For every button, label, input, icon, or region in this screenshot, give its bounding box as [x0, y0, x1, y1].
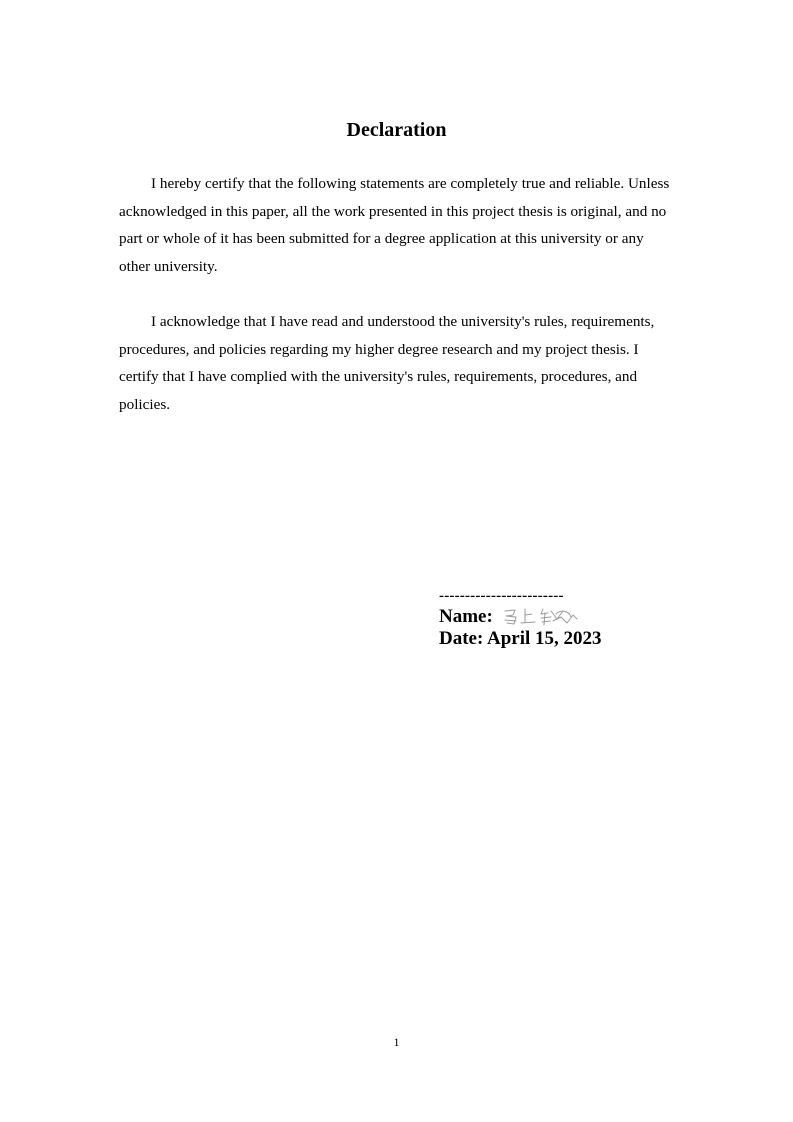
name-label: Name:	[439, 606, 493, 627]
name-row	[439, 606, 739, 628]
paragraph-text: I acknowledge that I have read and understood the university's rules, requirements, procedures, and policies regarding my higher degree research and my project thesis. I certify that I have complied with the university's rules, requirements, procedures, and policies.	[119, 313, 655, 414]
signature-block	[439, 586, 739, 650]
paragraph-text: I hereby certify that the following statements are completely true and reliable. Unless acknowledged in this paper, all the work presented in this project thesis is original, and no part or whole of it has been submitted for a degree application at this university or any other university.	[119, 175, 670, 276]
declaration-paragraph-2	[119, 308, 674, 419]
handwritten-signature	[501, 605, 581, 629]
signature-line: ------------------------	[439, 588, 564, 604]
date-row: Date: April 15, 2023	[439, 628, 602, 649]
declaration-paragraph-1	[119, 170, 674, 281]
page-number: 1	[393, 1035, 400, 1049]
page-title: Declaration	[346, 119, 447, 141]
